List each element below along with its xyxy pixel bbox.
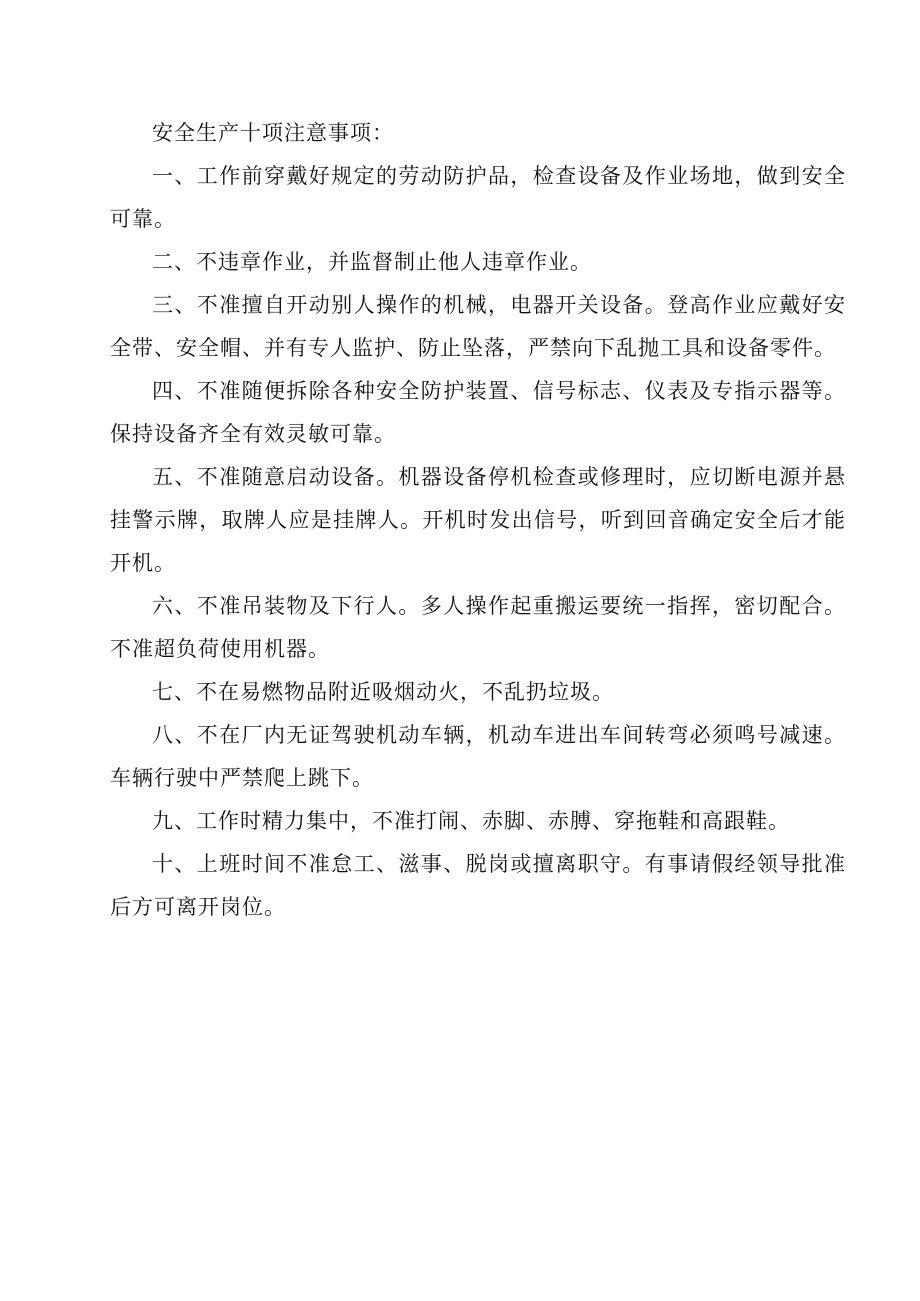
rule-item-7: 七、不在易燃物品附近吸烟动火，不乱扔垃圾。	[152, 680, 614, 704]
document-heading: 安全生产十项注意事项：	[152, 121, 394, 145]
rule-item-1: 一、工作前穿戴好规定的劳动防护品，检查设备及作业场地，做到安全可靠。	[110, 164, 846, 231]
rule-item-6: 六、不准吊装物及下行人。多人操作起重搬运要统一指挥，密切配合。不准超负荷使用机器。	[110, 594, 846, 661]
rule-item-4: 四、不准随便拆除各种安全防护装置、信号标志、仪表及专指示器等。保持设备齐全有效灵敏可靠。	[110, 379, 846, 446]
document-body	[110, 112, 846, 929]
rule-item-10: 十、上班时间不准怠工、滋事、脱岗或擅离职守。有事请假经领导批准后方可离开岗位。	[110, 852, 846, 919]
rule-item-2: 二、不违章作业，并监督制止他人违章作业。	[152, 250, 592, 274]
rule-item-5: 五、不准随意启动设备。机器设备停机检查或修理时，应切断电源并悬挂警示牌，取牌人应是挂牌人。开机时发出信号，听到回音确定安全后才能开机。	[110, 465, 846, 575]
rule-item-9: 九、工作时精力集中，不准打闹、赤脚、赤膊、穿拖鞋和高跟鞋。	[152, 809, 790, 833]
rule-item-3: 三、不准擅自开动别人操作的机械，电器开关设备。登高作业应戴好安全带、安全帽、并有专人监护、防止坠落，严禁向下乱抛工具和设备零件。	[110, 293, 846, 360]
rule-item-8: 八、不在厂内无证驾驶机动车辆，机动车进出车间转弯必须鸣号减速。车辆行驶中严禁爬上跳下。	[110, 723, 846, 790]
